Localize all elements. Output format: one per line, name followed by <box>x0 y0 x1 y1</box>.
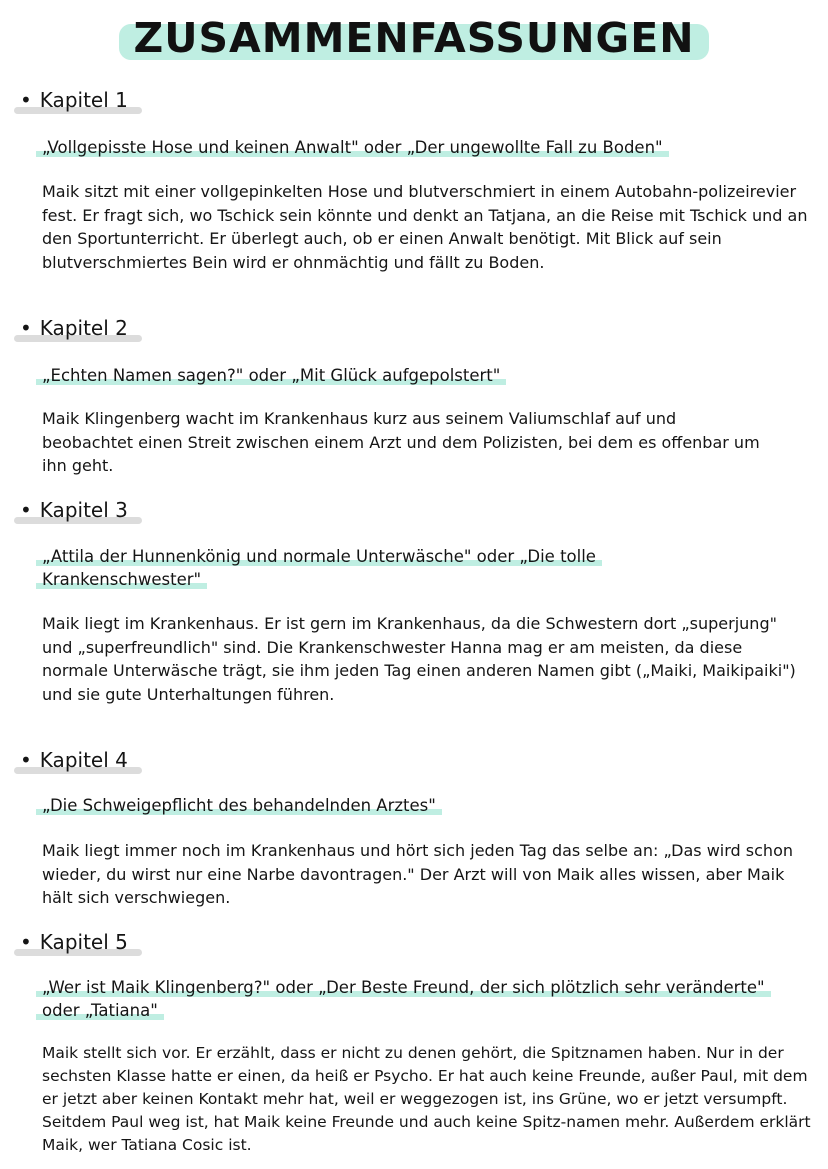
chapter-label: Kapitel 4 <box>39 748 128 772</box>
chapter-subtitle <box>36 136 756 159</box>
chapter-heading <box>14 316 142 340</box>
chapter-heading <box>14 498 142 522</box>
chapter-summary: Maik Klingenberg wacht im Krankenhaus kurz aus seinem Valiumschlaf auf und beobachtet einen Streit zwischen einem Arzt und dem Polizisten, bei dem es offenbar um ihn geht. <box>42 409 760 475</box>
chapter-subtitle-text: „Echten Namen sagen?" oder „Mit Glück aufgepolstert" <box>36 366 506 385</box>
chapter-subtitle-text: „Wer ist Maik Klingenberg?" oder „Der Beste Freund, der sich plötzlich sehr veränderte" oder „Tatiana" <box>36 978 771 1020</box>
chapter-subtitle <box>36 364 756 387</box>
page-title: ZUSAMMENFASSUNGEN <box>119 14 708 62</box>
page-header <box>0 14 828 62</box>
bullet-point: • <box>20 88 32 112</box>
chapter-label: Kapitel 2 <box>39 316 128 340</box>
chapter-summary: Maik liegt im Krankenhaus. Er ist gern im Krankenhaus, da die Schwestern dort „superjung" und „superfreundlich" sind. Die Krankenschwester Hanna mag er am meisten, da diese normale Unterwäsche trägt, sie ihm jeden Tag einen anderen Namen gibt („Maiki, Maikipaiki") und sie gute Unterhaltungen führen. <box>42 614 796 704</box>
bullet-point: • <box>20 748 32 772</box>
chapter-summary: Maik stellt sich vor. Er erzählt, dass er nicht zu denen gehört, die Spitznamen haben. Nur in der sechsten Klasse hatte er einen, da heiß er Psycho. Er hat auch keine Freunde, außer Paul, mit dem er jetzt aber keinen Kontakt mehr hat, weil er weggezogen ist, ins Grüne, wo er jetzt versumpft. Seitdem Paul weg ist, hat Maik keine Freunde und auch keine Spitz-namen mehr. Außerdem erklärt Maik, wer Tatiana Cosic ist. <box>42 1044 811 1154</box>
chapter-label: Kapitel 1 <box>39 88 128 112</box>
chapter-heading-highlight <box>14 748 142 772</box>
chapter-summary: Maik sitzt mit einer vollgepinkelten Hose und blutverschmiert in einem Autobahn-polizeirevier fest. Er fragt sich, wo Tschick sein könnte und denkt an Tatjana, an die Reise mit Tschick und an den Sportunterricht. Er überlegt auch, ob er einen Anwalt benötigt. Mit Blick auf sein blutverschmiertes Bein wird er ohnmächtig und fällt zu Boden. <box>42 182 808 272</box>
chapter-subtitle-text: „Die Schweigepflicht des behandelnden Arztes" <box>36 796 442 815</box>
chapter-label: Kapitel 3 <box>39 498 128 522</box>
chapter-heading <box>14 930 142 954</box>
chapter-heading-highlight <box>14 930 142 954</box>
chapter-subtitle <box>36 545 716 591</box>
chapter-heading <box>14 748 142 772</box>
chapter-subtitle <box>36 976 796 1022</box>
chapter-heading <box>14 88 142 112</box>
chapter-summary: Maik liegt immer noch im Krankenhaus und hört sich jeden Tag das selbe an: „Das wird schon wieder, du wirst nur eine Narbe davontragen." Der Arzt will von Maik alles wissen, aber Maik hält sich verschwiegen. <box>42 841 793 907</box>
chapter-heading-highlight <box>14 498 142 522</box>
chapter-subtitle-text: „Vollgepisste Hose und keinen Anwalt" oder „Der ungewollte Fall zu Boden" <box>36 138 669 157</box>
chapter-heading-highlight <box>14 88 142 112</box>
chapter-label: Kapitel 5 <box>39 930 128 954</box>
bullet-point: • <box>20 316 32 340</box>
chapter-subtitle-text: „Attila der Hunnenkönig und normale Unterwäsche" oder „Die tolle Krankenschwester" <box>36 547 602 589</box>
chapter-subtitle <box>36 794 756 817</box>
chapter-heading-highlight <box>14 316 142 340</box>
bullet-point: • <box>20 498 32 522</box>
bullet-point: • <box>20 930 32 954</box>
